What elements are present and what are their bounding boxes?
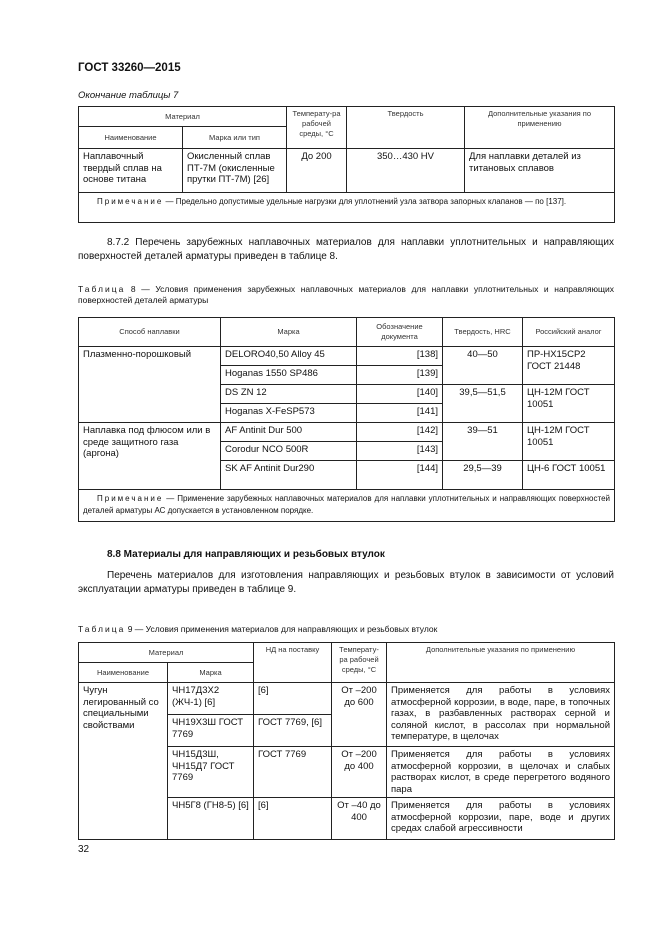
- t8-method-flux: Наплавка под флюсом или в среде защитного газа (аргона): [79, 423, 221, 490]
- t9-head-name: Наименование: [79, 663, 168, 683]
- t8-hardness: 29,5—39: [443, 461, 523, 490]
- t7-head-material: Материал: [79, 107, 287, 127]
- t8-doc: [138]: [357, 347, 443, 366]
- paragraph-8-7-2: 8.7.2 Перечень зарубежных наплавочных материалов для наплавки уплотнительных и направляющих поверхностей деталей арматуры приведен в таблице 8.: [78, 237, 614, 262]
- paragraph-8-8: Перечень материалов для изготовления направляющих и резьбовых втулок в зависимости от условий эксплуатации арматуры приведен в таблице 9.: [78, 570, 614, 595]
- t8-doc: [140]: [357, 385, 443, 404]
- t8-head-method: Способ наплавки: [79, 318, 221, 347]
- t8-hardness: 39—51: [443, 423, 523, 461]
- section-8-8-title: 8.8 Материалы для направляющих и резьбовых втулок: [107, 549, 385, 560]
- t8-hardness: 39,5—51,5: [443, 385, 523, 423]
- t9-head-brand: Марка: [168, 663, 254, 683]
- page-number: 32: [78, 844, 90, 855]
- t9-brand: ЧН15Д3Ш, ЧН15Д7 ГОСТ 7769: [168, 747, 254, 798]
- t8-doc: [143]: [357, 442, 443, 461]
- t7-note-text: — Предельно допустимые удельные нагрузки для уплотнений узла затвора запорных клапанов — по [137].: [163, 197, 567, 206]
- table8-caption: [78, 284, 614, 306]
- t8-head-analog: Российский аналог: [523, 318, 615, 347]
- t8-head-doc: Обозначение документа: [357, 318, 443, 347]
- t9-notes: Применяется для работы в условиях атмосферной коррозии, в щелочах и слабых растворах кислот, в среде перегретого водяного пара: [387, 747, 615, 798]
- t8-head-hardness: Твердость, HRC: [443, 318, 523, 347]
- table9-caption-text: 9 — Условия применения материалов для направляющих и резьбовых втулок: [125, 624, 438, 634]
- t8-doc: [141]: [357, 404, 443, 423]
- t7-note: [79, 193, 615, 223]
- t9-head-nd: НД на поставку: [254, 643, 332, 683]
- t7-head-temp: Температу-ра рабочей среды, °С: [287, 107, 347, 149]
- t8-note-text: — Применение зарубежных наплавочных материалов для наплавки уплотнительных и направляющих поверхностей деталей арматуры АС допускается в установленном порядке.: [83, 494, 610, 515]
- t7-note-label: Примечание: [97, 197, 164, 206]
- t8-brand: Corodur NCO 500R: [221, 442, 357, 461]
- t8-analog: ЦН-12М ГОСТ 10051: [523, 423, 615, 461]
- t9-head-material: Материал: [79, 643, 254, 663]
- t8-brand: DELORO40,50 Alloy 45: [221, 347, 357, 366]
- table8-caption-text: 8 — Условия применения зарубежных наплавочных материалов для наплавки уплотнительных и направляющих поверхностей деталей арматуры: [78, 284, 614, 305]
- t7-head-hardness: Твердость: [347, 107, 465, 149]
- t7-head-notes: Дополнительные указания по применению: [465, 107, 615, 149]
- t9-notes: Применяется для работы в условиях атмосферной коррозии, паре, воде и других средах слабой агрессивности: [387, 798, 615, 840]
- t9-nd: ГОСТ 7769: [254, 747, 332, 798]
- t9-temp: От –200 до 600: [332, 683, 387, 747]
- t9-brand: ЧН5Г8 (ГН8-5) [6]: [168, 798, 254, 840]
- t9-nd: [6]: [254, 683, 332, 715]
- document-header: ГОСТ 33260—2015: [78, 62, 181, 74]
- t8-analog: ЦН-6 ГОСТ 10051: [523, 461, 615, 490]
- t7-head-name: Наименование: [79, 127, 183, 149]
- t8-head-brand: Марка: [221, 318, 357, 347]
- t7-cell-hardness: 350…430 HV: [347, 149, 465, 193]
- t8-method-plasma: Плазменно-порошковый: [79, 347, 221, 423]
- t7-cell-temp: До 200: [287, 149, 347, 193]
- t8-doc: [142]: [357, 423, 443, 442]
- t8-note-label: Примечание: [97, 494, 164, 503]
- t8-brand: DS ZN 12: [221, 385, 357, 404]
- table8: [78, 317, 615, 522]
- t9-notes: Применяется для работы в условиях атмосферной коррозии, в воде, паре, в топочных газах, в разбавленных растворах серной и соляной кислот, в рассолах при нормальной температуре, в щелочах: [387, 683, 615, 747]
- t9-temp: От –200 до 400: [332, 747, 387, 798]
- t8-analog: ЦН-12М ГОСТ 10051: [523, 385, 615, 423]
- t9-nd: ГОСТ 7769, [6]: [254, 715, 332, 747]
- t7-cell-brand: Окисленный сплав ПТ-7М (окисленные прутки ПТ-7М) [26]: [183, 149, 287, 193]
- t7-cell-notes: Для наплавки деталей из титановых сплавов: [465, 149, 615, 193]
- t9-head-temp: Температу-ра рабочей среды, °С: [332, 643, 387, 683]
- t9-brand: ЧН17Д3Х2 (ЖЧ-1) [6]: [168, 683, 254, 715]
- table7-caption: Окончание таблицы 7: [78, 90, 179, 101]
- table8-caption-label: Таблица: [78, 284, 126, 294]
- t8-note: [79, 490, 615, 522]
- t9-brand: ЧН19Х3Ш ГОСТ 7769: [168, 715, 254, 747]
- t8-brand: SK AF Antinit Dur290: [221, 461, 357, 490]
- t8-doc: [144]: [357, 461, 443, 490]
- t8-doc: [139]: [357, 366, 443, 385]
- t7-head-brand: Марка или тип: [183, 127, 287, 149]
- t9-head-notes: Дополнительные указания по применению: [387, 643, 615, 683]
- table9-caption-label: Таблица: [78, 624, 126, 634]
- table7: [78, 106, 615, 223]
- t8-brand: Hoganas X-FeSP573: [221, 404, 357, 423]
- t9-temp: От –40 до 400: [332, 798, 387, 840]
- t9-nd: [6]: [254, 798, 332, 840]
- table9: [78, 642, 615, 840]
- t8-hardness: 40—50: [443, 347, 523, 385]
- t9-cell-name: Чугун легированный со специальными свойствами: [79, 683, 168, 840]
- t8-brand: Hoganas 1550 SP486: [221, 366, 357, 385]
- table9-caption: [78, 624, 614, 635]
- t7-cell-name: Наплавочный твердый сплав на основе титана: [79, 149, 183, 193]
- t8-brand: AF Antinit Dur 500: [221, 423, 357, 442]
- t8-analog: ПР-НХ15СР2 ГОСТ 21448: [523, 347, 615, 385]
